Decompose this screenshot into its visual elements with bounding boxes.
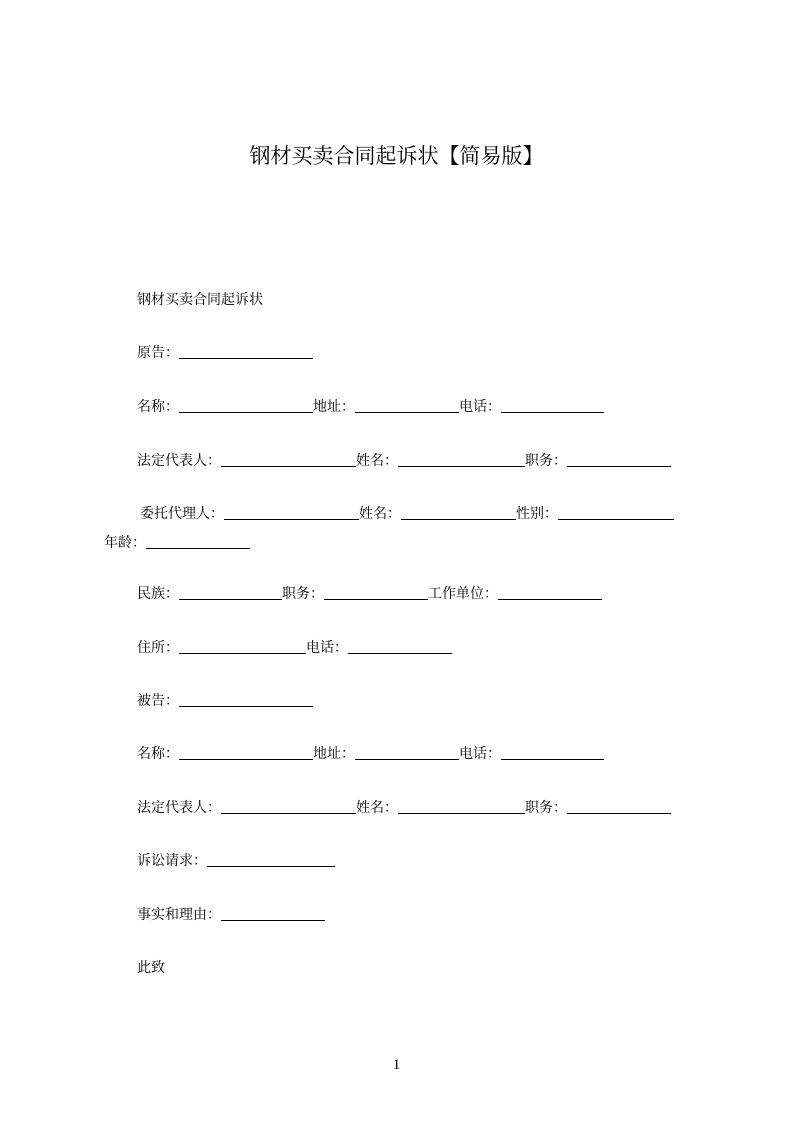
defendant-label: 被告： <box>137 693 179 709</box>
plaintiff-ethnicity-line <box>137 584 602 604</box>
document-title: 钢材买卖合同起诉状【简易版】 <box>249 144 544 168</box>
defendant-legal-rep-blank <box>221 812 356 814</box>
plaintiff-address-label: 地址： <box>313 399 355 415</box>
plaintiff-agent-age-label: 年龄： <box>104 535 146 551</box>
plaintiff-residence-label: 住所： <box>137 640 179 656</box>
plaintiff-label: 原告： <box>137 345 179 361</box>
plaintiff-legal-rep-blank <box>221 465 356 467</box>
claims-blank <box>207 865 335 867</box>
plaintiff-agent-gender-label: 性别： <box>516 506 558 522</box>
defendant-legal-rep-position-blank <box>567 812 671 814</box>
plaintiff-ethnicity-label: 民族： <box>137 586 179 602</box>
plaintiff-legal-rep-position-blank <box>567 465 671 467</box>
plaintiff-residence-phone-blank <box>348 652 452 654</box>
plaintiff-residence-phone-label: 电话： <box>306 640 348 656</box>
plaintiff-phone-blank <box>501 411 604 413</box>
defendant-legal-rep-line <box>137 798 671 818</box>
closing-text: 此致 <box>137 960 165 976</box>
plaintiff-legal-rep-line <box>137 451 671 471</box>
plaintiff-agent-gender-blank <box>558 518 674 520</box>
plaintiff-blank <box>179 357 313 359</box>
facts-label: 事实和理由： <box>137 907 221 923</box>
defendant-name-label: 名称： <box>137 746 179 762</box>
plaintiff-address-blank <box>355 411 459 413</box>
defendant-address-label: 地址： <box>313 746 355 762</box>
plaintiff-phone-label: 电话： <box>459 399 501 415</box>
page-number: 1 <box>392 1057 401 1073</box>
defendant-line <box>137 691 313 711</box>
plaintiff-agent-age-line <box>104 533 250 553</box>
plaintiff-name-blank <box>179 411 313 413</box>
defendant-legal-rep-name-blank <box>398 812 525 814</box>
defendant-legal-rep-label: 法定代表人： <box>137 800 221 816</box>
plaintiff-position-label: 职务： <box>282 586 324 602</box>
facts-blank <box>221 919 325 921</box>
plaintiff-workplace-blank <box>498 598 602 600</box>
plaintiff-name-label: 名称： <box>137 399 179 415</box>
heading-text: 钢材买卖合同起诉状 <box>137 292 263 308</box>
plaintiff-residence-blank <box>179 652 306 654</box>
plaintiff-legal-rep-name-label: 姓名： <box>356 453 398 469</box>
plaintiff-agent-age-blank <box>146 547 250 549</box>
plaintiff-legal-rep-position-label: 职务： <box>525 453 567 469</box>
claims-label: 诉讼请求： <box>137 853 207 869</box>
defendant-legal-rep-name-label: 姓名： <box>356 800 398 816</box>
plaintiff-name-line <box>137 397 604 417</box>
claims-line <box>137 851 335 871</box>
defendant-phone-label: 电话： <box>459 746 501 762</box>
defendant-name-blank <box>179 758 313 760</box>
plaintiff-position-blank <box>324 598 428 600</box>
plaintiff-legal-rep-label: 法定代表人： <box>137 453 221 469</box>
facts-line <box>137 905 325 925</box>
plaintiff-residence-line <box>137 638 452 658</box>
defendant-address-blank <box>355 758 459 760</box>
document-heading <box>137 290 263 310</box>
plaintiff-line <box>137 343 313 363</box>
plaintiff-agent-name-blank <box>401 518 516 520</box>
closing-line <box>137 958 165 978</box>
defendant-legal-rep-position-label: 职务： <box>525 800 567 816</box>
plaintiff-agent-label: 委托代理人： <box>140 506 224 522</box>
plaintiff-agent-blank <box>224 518 359 520</box>
plaintiff-workplace-label: 工作单位： <box>428 586 498 602</box>
defendant-name-line <box>137 744 604 764</box>
defendant-phone-blank <box>501 758 604 760</box>
plaintiff-ethnicity-blank <box>179 598 282 600</box>
plaintiff-legal-rep-name-blank <box>398 465 525 467</box>
plaintiff-agent-name-label: 姓名： <box>359 506 401 522</box>
plaintiff-agent-line <box>140 504 674 524</box>
defendant-blank <box>179 705 313 707</box>
